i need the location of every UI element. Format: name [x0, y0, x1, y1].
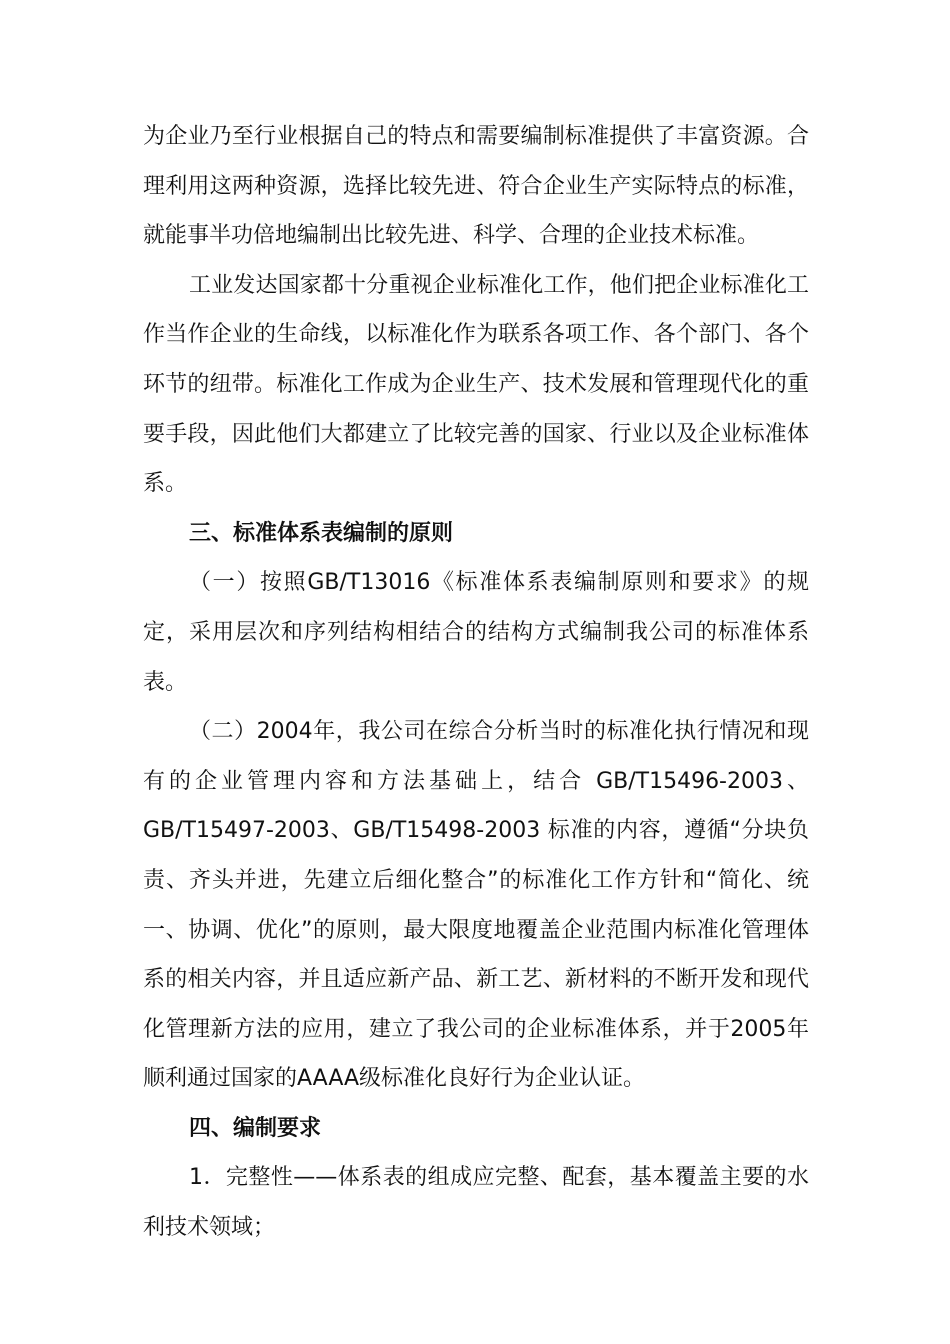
- section-heading-principles: 三、标准体系表编制的原则: [189, 520, 454, 546]
- paragraph-principle-2: （二）2004年，我公司在综合分析当时的标准化执行情况和现有的企业管理内容和方法基础上，结合 GB/T15496-2003、GB/T15497-2003、GB/T15498-2003 标准的内容，遵循“分块负责、齐头并进，先建立后细化整合”的标准化工作方针和“简化、统一、协调、优化”的原则，最大限度地覆盖企业范围内标准化管理体系的相关内容，并且适应新产品、新工艺、新材料的不断开发和现代化管理新方法的应用，建立了我公司的企业标准体系，并于2005年顺利通过国家的AAAA级标准化良好行为企业认证。: [143, 719, 809, 1092]
- paragraph-industrial-countries: 工业发达国家都十分重视企业标准化工作，他们把企业标准化工作当作企业的生命线，以标准化作为联系各项工作、各个部门、各个环节的纽带。标准化工作成为企业生产、技术发展和管理现代化的重要手段，因此他们大都建立了比较完善的国家、行业以及企业标准体系。: [143, 272, 809, 497]
- paragraph-requirement-1: 1．完整性——体系表的组成应完整、配套，基本覆盖主要的水利技术领域；: [143, 1165, 809, 1241]
- section-heading-requirements: 四、编制要求: [189, 1115, 322, 1141]
- paragraph-principle-1: （一）按照GB/T13016《标准体系表编制原则和要求》的规定，采用层次和序列结构相结合的结构方式编制我公司的标准体系表。: [143, 570, 809, 695]
- paragraph-intro-continuation: 为企业乃至行业根据自己的特点和需要编制标准提供了丰富资源。合理利用这两种资源，选择比较先进、符合企业生产实际特点的标准，就能事半功倍地编制出比较先进、科学、合理的企业技术标准。: [143, 124, 809, 249]
- document-page: [143, 112, 809, 1253]
